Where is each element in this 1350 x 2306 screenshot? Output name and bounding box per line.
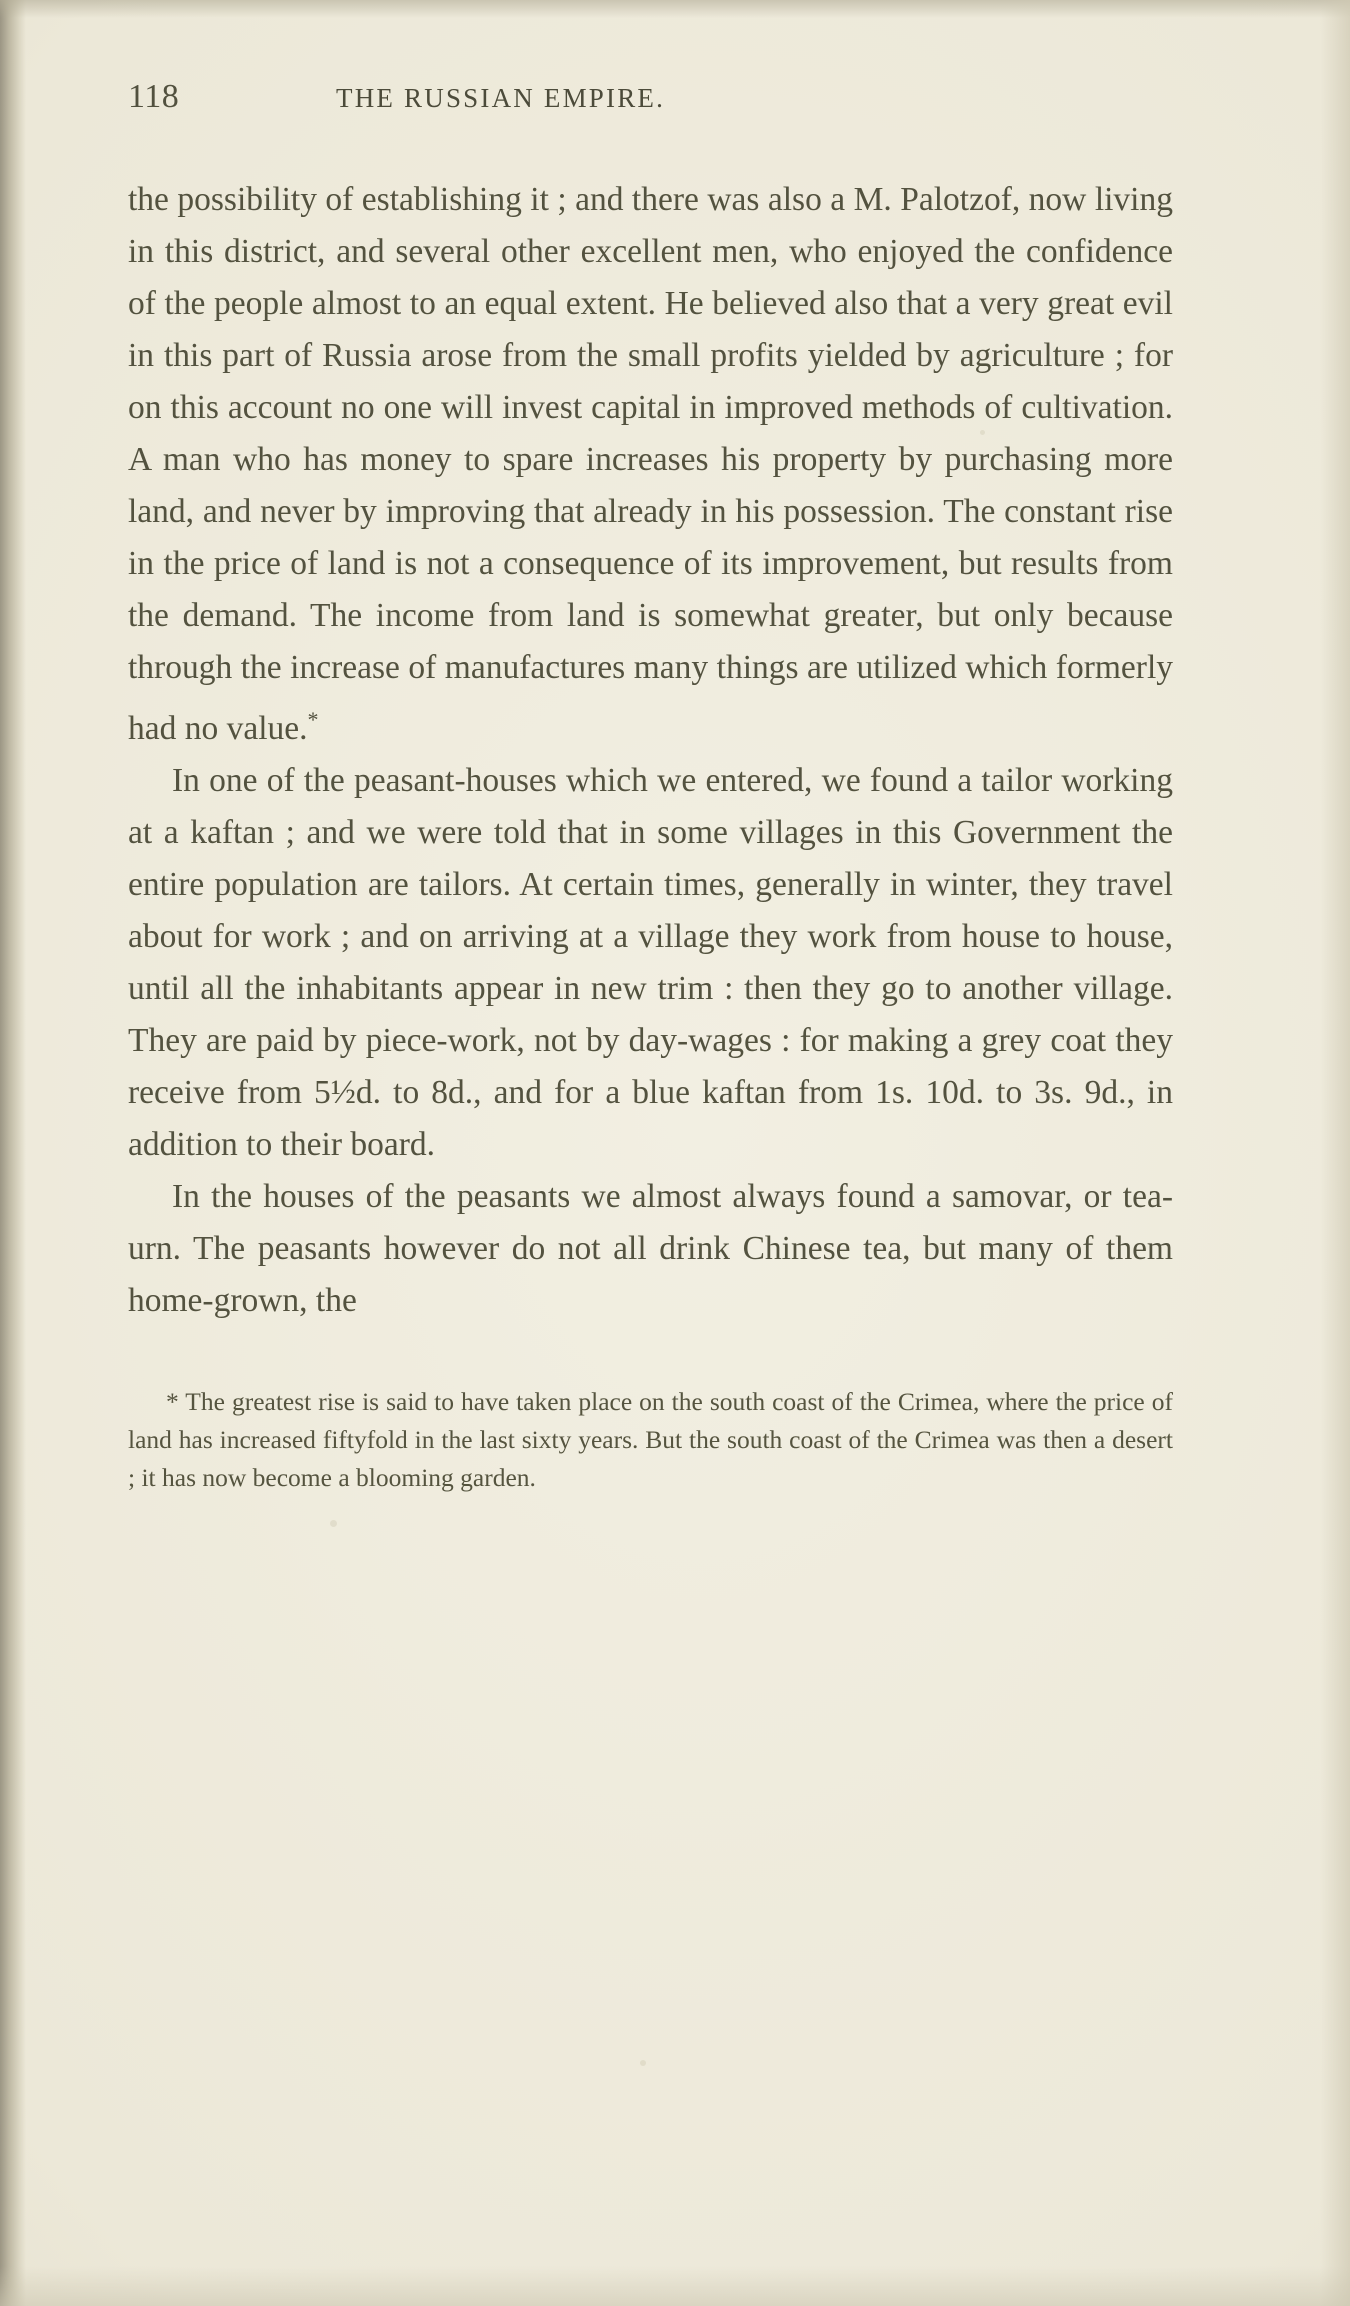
paragraph-1-text: the possibility of establishing it ; and there was also a M. Palotzof, now living in this district, and several other excellent men, who enjoyed the confidence of the people almost to an equal extent. He believed also that a very great evil in this part of Russia arose from the small profits yielded by agriculture ; for on this account no one will invest capital in improved methods of cultivation. A man who has money to spare increases his property by purchasing more land, and never by improving that already in his possession. The constant rise in the price of land is not a consequence of its improvement, but results from the demand. The income from land is somewhat greater, but only because through the increase of manufactures many things are utilized which formerly had no value. <box>128 181 1173 748</box>
paragraph-1 <box>128 174 1173 755</box>
footnote-text: The greatest rise is said to have taken place on the south coast of the Crimea, where the price of land has increased fiftyfold in the last sixty years. But the south coast of the Crimea was then a desert ; it has now become a blooming garden. <box>128 1387 1173 1493</box>
page-number: 118 <box>128 78 180 115</box>
paper-speck <box>640 2060 646 2066</box>
paragraph-3: In the houses of the peasants we almost always found a samovar, or tea-urn. The peasants however do not all drink Chinese tea, but many of them home-grown, the <box>128 1178 1173 1320</box>
page-content <box>128 78 1243 1497</box>
footnote-reference-marker: * <box>307 707 319 732</box>
page-left-edge-shadow <box>0 0 26 2306</box>
running-head: THE RUSSIAN EMPIRE. <box>336 83 666 113</box>
page-header <box>128 78 1243 130</box>
page-top-edge-shadow <box>0 0 1350 18</box>
page-bottom-edge-shadow <box>0 2266 1350 2306</box>
footnote-marker: * <box>166 1387 179 1417</box>
footnote <box>128 1383 1173 1497</box>
body-text <box>128 174 1173 1327</box>
paragraph-2: In one of the peasant-houses which we entered, we found a tailor working at a kaftan ; and we were told that in some villages in this Government the entire population are tailors. At certain times, generally in winter, they travel about for work ; and on arriving at a village they work from house to house, until all the inhabitants appear in new trim : then they go to another village. They are paid by piece-work, not by day-wages : for making a grey coat they receive from 5½d. to 8d., and for a blue kaftan from 1s. 10d. to 3s. 9d., in addition to their board. <box>128 762 1173 1164</box>
page-right-edge-shadow <box>1320 0 1350 2306</box>
paper-speck <box>330 1520 337 1527</box>
